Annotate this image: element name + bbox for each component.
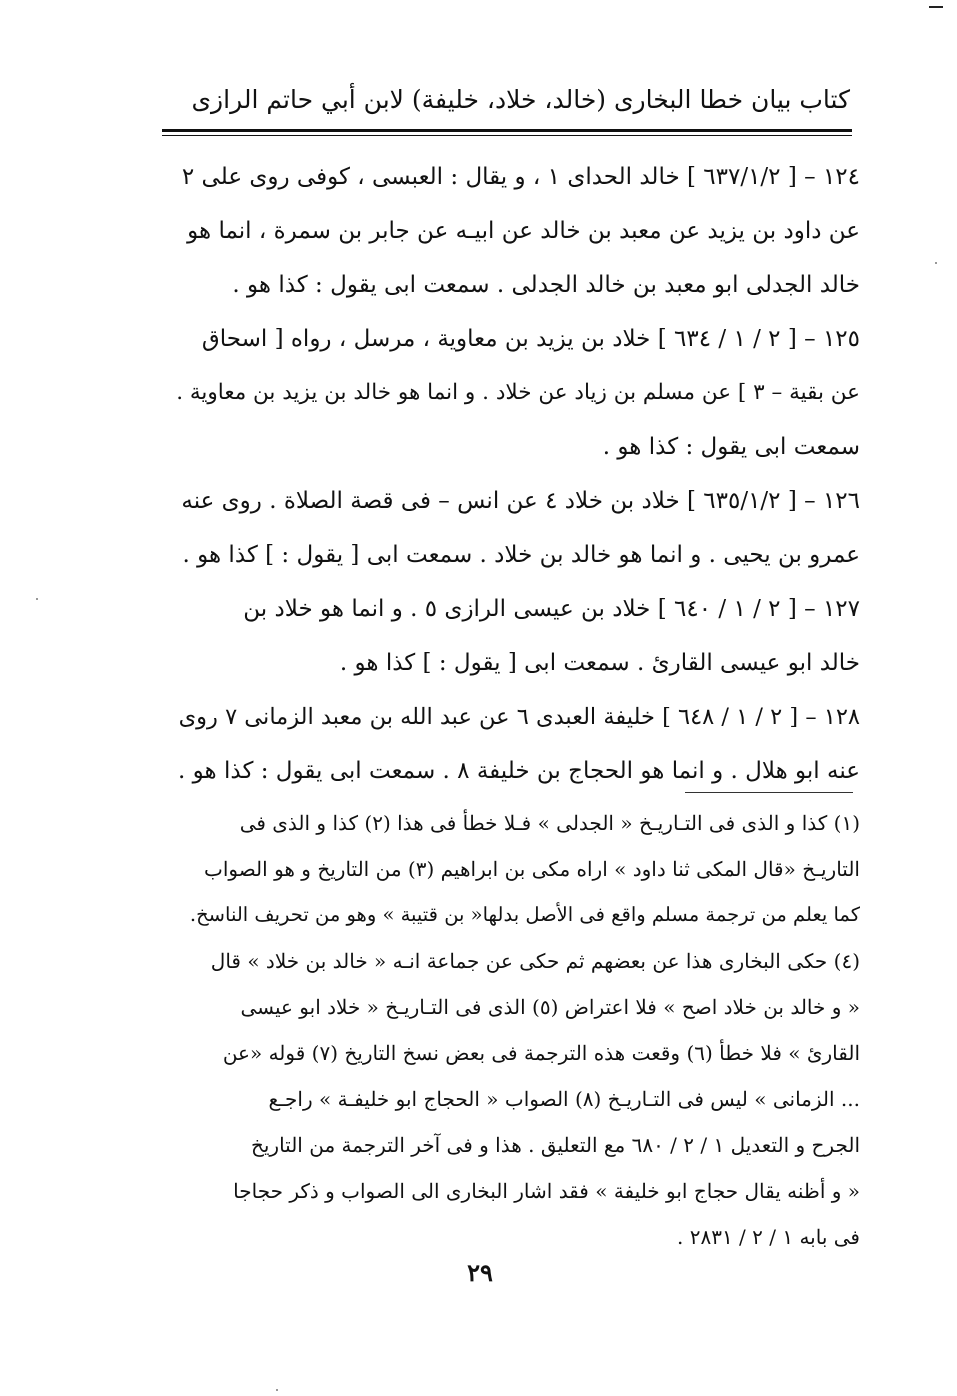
footnote-line: فى بابه ١ / ٢ / ٢٨٣١ . (677, 1225, 860, 1249)
footnote-line: (١) كذا و الذى فى التـاريـخ « الجدلى » فـلا خطأ فى هذا (٢) كذا و الذى فى (239, 811, 860, 835)
footnote-line: ... الزمانى » ليس فى التـاريـخ (٨) الصواب « الحجاج ابو خليفـة » راجـع (268, 1087, 860, 1111)
footnote-line: « و خالد بن خلاد اصح » فلا اعتراض (٥) الذى فى التـاريـخ « خلاد ابو عيسى (240, 995, 860, 1019)
header-rule-thin (162, 135, 852, 136)
header-rule-thick (162, 129, 852, 132)
entry-124 (176, 150, 860, 312)
entry-127 (176, 582, 860, 690)
entry-line: عن بقية – ٣ ] عن مسلم بن زياد عن خلاد . و انما هو خالد بن يزيد بن معاوية . (176, 380, 860, 405)
running-header: كتاب بيان خطا البخارى (خالد، خلاد، خليفة) لابن أبي حاتم الرازى (191, 85, 850, 114)
entry-line: عنه ابو هلال . و انما هو الحجاج بن خليفة ٨ . سمعت ابى يقول : كذا هو . (178, 758, 860, 784)
entry-126 (176, 474, 860, 582)
footnote-line: كما يعلم من ترجمة مسلم واقع فى الأصل بدلها« بن قتيبة » وهو من تحريف الناسخ. (189, 903, 860, 926)
scan-speck (36, 598, 38, 600)
entry-line: عمرو بن يحيى . و انما هو خالد بن خلاد . سمعت ابى [ يقول : ] كذا هو . (182, 542, 860, 568)
entry-line: ١٢٨ – [ ٢ / ١ / ٦٤٨ ] خليفة العبدى ٦ عن عبد الله بن معبد الزمانى ٧ روى (178, 704, 860, 730)
footnote-line: (٤) حكى البخارى هذا عن بعضهم ثم حكى عن جماعة انـه « خالد بن خلاد » قال (210, 949, 860, 973)
scan-speck (276, 1389, 278, 1391)
entry-line: ١٢٧ – [ ٢ / ١ / ٦٤٠ ] خلاد بن عيسى الرازى ٥ . و انما هو خلاد بن (243, 596, 860, 622)
footnote-line: الجرح و التعديل ١ / ٢ / ٦٨٠ مع التعليق . هذا و فى آخر الترجمة من التاريخ (250, 1133, 860, 1157)
main-text (176, 150, 860, 798)
entry-line: سمعت ابى يقول : كذا هو . (602, 434, 860, 460)
footnote-line: « و أظنه يقال حجاج ابو خليفة » فقد اشار البخارى الى الصواب و ذكر حجاجا (233, 1179, 860, 1203)
scan-speck (935, 262, 937, 264)
entry-line: ١٢٤ – [ ٦٣٧/١/٢ ] خالد الحداى ١ ، و يقال : العبسى ، كوفى روى على ٢ (181, 164, 860, 190)
entry-125 (176, 312, 860, 474)
entry-line: خالد الجدلى ابو معبد بن خالد الجدلى . سمعت ابى يقول : كذا هو . (232, 272, 860, 298)
entry-128 (176, 690, 860, 798)
entry-line: ١٢٦ – [ ٦٣٥/١/٢ ] خلاد بن خلاد ٤ عن انس – فى قصة الصلاة . روى عنه (181, 488, 860, 514)
entry-line: ١٢٥ – [ ٢ / ١ / ٦٣٤ ] خلاد بن يزيد بن معاوية ، مرسل ، رواه [ اسحاق (201, 326, 860, 352)
footnote-line: القارئ » فلا خطأ (٦) وقعت هذه الترجمة فى بعض نسخ التاريخ (٧) قوله «عن (222, 1041, 860, 1065)
footnote-separator (685, 792, 853, 793)
footnotes (176, 800, 860, 1260)
footnote-line: التاريـخ «قال المكى ثنا داود » اراه مكى بن ابراهيم (٣) من التاريخ و هو الصواب (204, 857, 860, 881)
page-number: ٢٩ (467, 1258, 493, 1287)
scan-corner-mark (929, 6, 943, 8)
entry-line: عن داود بن يزيد عن معبد بن خالد عن ابيـه عن جابر بن سمرة ، انما هو (187, 218, 860, 244)
entry-line: خالد ابو عيسى القارئ . سمعت ابى [ يقول : ] كذا هو . (339, 650, 860, 676)
